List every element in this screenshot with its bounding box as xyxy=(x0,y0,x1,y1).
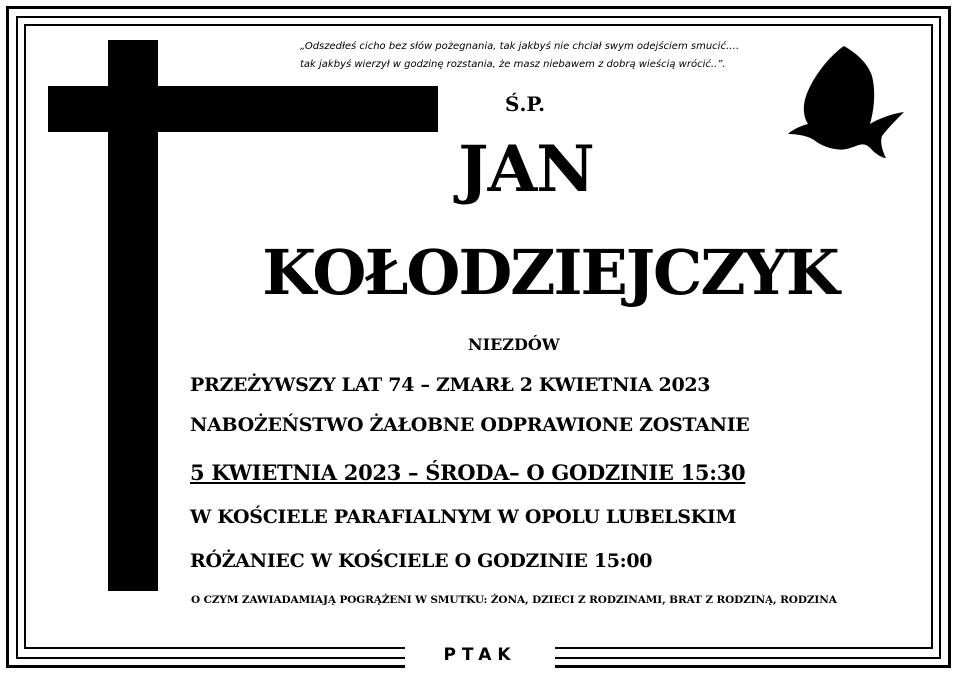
mourners-notice: O CZYM ZAWIADAMIAJĄ POGRĄŻENI W SMUTKU: ŻONA, DZIECI Z RODZINAMI, BRAT Z RODZINĄ, RODZINA xyxy=(191,594,837,606)
service-place-line: W KOŚCIELE PARAFIALNYM W OPOLU LUBELSKIM xyxy=(190,506,737,528)
deceased-first-name: JAN xyxy=(458,132,594,207)
footer-logo-text: PTAK xyxy=(443,645,517,665)
farewell-quote xyxy=(300,38,800,74)
cross-horizontal-beam xyxy=(48,86,438,132)
service-date-line: 5 KWIETNIA 2023 – ŚRODA– O GODZINIE 15:30 xyxy=(190,460,746,485)
deceased-last-name: KOŁODZIEJCZYK xyxy=(262,236,838,309)
rosary-line: RÓŻANIEC W KOŚCIELE O GODZINIE 15:00 xyxy=(190,550,653,572)
place-name: NIEZDÓW xyxy=(468,335,560,354)
quote-line-2: tak jakbyś wierzył w godzinę rozstania, że masz niebawem z dobrą wieścią wrócić..”. xyxy=(300,59,726,70)
service-intro-line: NABOŻEŃSTWO ŻAŁOBNE ODPRAWIONE ZOSTANIE xyxy=(190,414,750,436)
prefix-label: Ś.P. xyxy=(505,92,546,116)
age-death-line: PRZEŻYWSZY LAT 74 – ZMARŁ 2 KWIETNIA 2023 xyxy=(190,374,711,396)
quote-line-1: „Odszedłeś cicho bez słów pożegnania, tak jakbyś nie chciał swym odejściem smucić…. xyxy=(300,41,740,52)
